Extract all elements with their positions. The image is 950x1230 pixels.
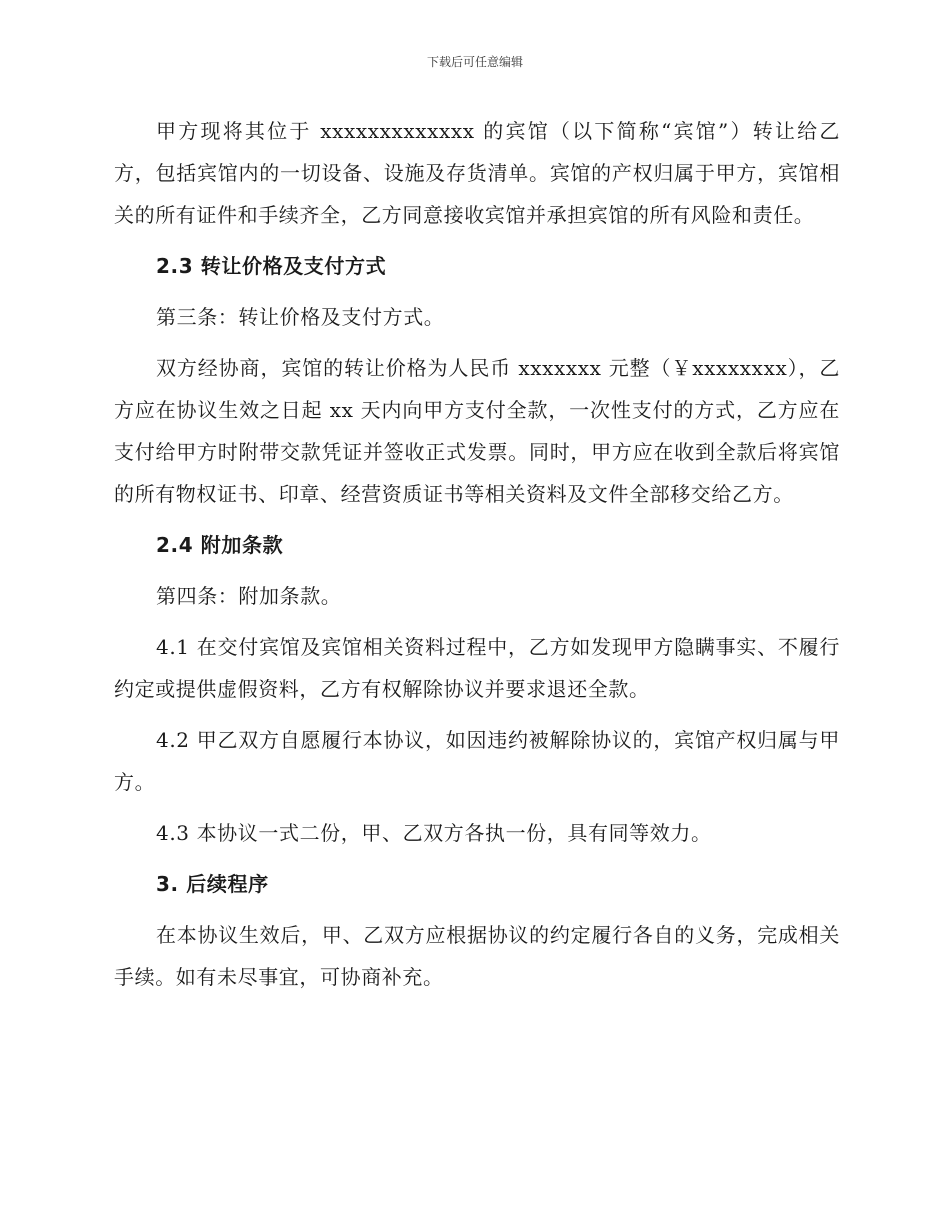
- section-heading-3: 3. 后续程序: [156, 872, 269, 896]
- section-heading-2-4: 2.4 附加条款: [156, 533, 284, 557]
- paragraph-article-4-title: 第四条：附加条款。: [156, 584, 342, 608]
- paragraph-clause-4-2: 4.2 甲乙双方自愿履行本协议，如因违约被解除协议的，宾馆产权归属与甲方。: [114, 728, 840, 794]
- paragraph-clause-4-3: 4.3 本协议一式二份，甲、乙双方各执一份，具有同等效力。: [156, 821, 712, 845]
- paragraph-follow-up: 在本协议生效后，甲、乙双方应根据协议的约定履行各自的义务，完成相关手续。如有未尽事宜，可协商补充。: [114, 923, 840, 989]
- page-header: 下载后可任意编辑: [426, 55, 523, 69]
- paragraph-article-3-title: 第三条：转让价格及支付方式。: [156, 305, 445, 329]
- section-heading-2-3: 2.3 转让价格及支付方式: [156, 254, 387, 278]
- paragraph-transfer-scope: 甲方现将其位于 xxxxxxxxxxxxx 的宾馆（以下简称“宾馆”）转让给乙方，包括宾馆内的一切设备、设施及存货清单。宾馆的产权归属于甲方，宾馆相关的所有证件和手续齐全，乙方同意接收宾馆并承担宾馆的所有风险和责任。: [114, 119, 840, 227]
- paragraph-clause-4-1: 4.1 在交付宾馆及宾馆相关资料过程中，乙方如发现甲方隐瞒事实、不履行约定或提供虚假资料，乙方有权解除协议并要求退还全款。: [114, 635, 840, 701]
- paragraph-price-payment: 双方经协商，宾馆的转让价格为人民币 xxxxxxx 元整（￥xxxxxxxx），乙方应在协议生效之日起 xx 天内向甲方支付全款，一次性支付的方式，乙方应在支付给甲方时附带交款凭证并签收正式发票。同时，甲方应在收到全款后将宾馆的所有物权证书、印章、经营资质证书等相关资料及文件全部移交给乙方。: [114, 356, 840, 506]
- document-body: [114, 110, 840, 1007]
